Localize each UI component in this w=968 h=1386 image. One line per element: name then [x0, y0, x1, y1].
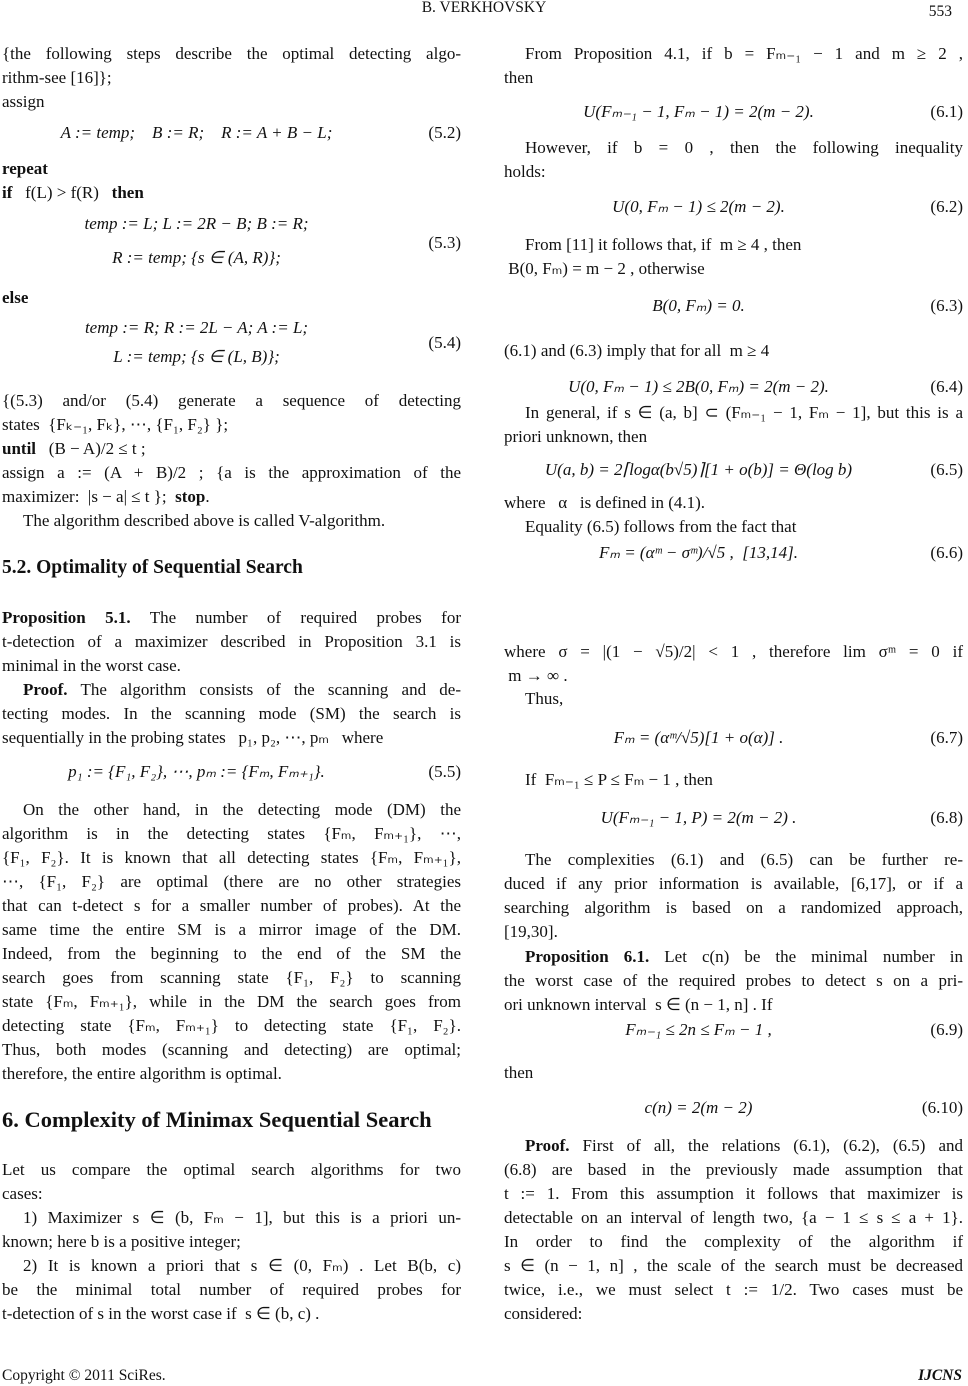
page-number: 553	[928, 3, 952, 20]
text-line: twice, i.e., we must select t := 1/2. Two cases must be	[504, 1280, 963, 1299]
text-line: then	[504, 68, 534, 87]
text-line: algorithm is in the detecting states {Fₘ, Fₘ₊₁}, ⋯,	[2, 824, 461, 843]
text-segment: First of all, the relations (6.1), (6.2), (6.5) and	[569, 1136, 963, 1155]
equation	[504, 458, 963, 482]
text-line: cases:	[2, 1184, 43, 1203]
equation-text: p₁ := {F₁, F₂}, ⋯, pₘ := {Fₘ, Fₘ₊₁}.	[68, 762, 325, 781]
text-line: (6.1) and (6.3) imply that for all m ≥ 4	[504, 341, 770, 360]
text-line: holds:	[504, 162, 546, 181]
equation-number: (6.8)	[930, 808, 963, 827]
equation-number: (6.5)	[930, 460, 963, 479]
text-line	[2, 678, 461, 702]
text-line: {the following steps describe the optimal detecting algo-	[2, 44, 461, 63]
equation-text: c(n) = 2(m − 2)	[644, 1098, 753, 1117]
text-line: where α is defined in (4.1).	[504, 493, 706, 512]
text-line: t-detection of s in the worst case if s ∈ (b, c) .	[2, 1304, 320, 1323]
equation-text: Fₘ₋₁ ≤ 2n ≤ Fₘ − 1 ,	[625, 1020, 772, 1039]
equation	[2, 760, 461, 784]
equation-text: R := temp; {s ∈ (A, R)};	[112, 248, 281, 267]
text-line: From [11] it follows that, if m ≥ 4 , then	[525, 235, 802, 254]
equation	[504, 294, 963, 318]
text-line: detecting state {Fₘ, Fₘ₊₁} to detecting state {F₁, F₂}.	[2, 1016, 461, 1035]
text-line: (6.8) are based in the previously made assumption that	[504, 1160, 963, 1179]
equation-text: temp := L; L := 2R − B; B := R;	[84, 214, 309, 233]
text-line	[2, 157, 461, 181]
text-segment: The number of required probes for	[130, 608, 461, 627]
equation-number: (6.10)	[921, 1098, 963, 1117]
equation-text: A := temp; B := R; R := A + B − L;	[60, 123, 333, 142]
text-line: state {Fₘ, Fₘ₊₁}, while in the DM the search goes from	[2, 992, 461, 1011]
footer-journal: IJCNS	[918, 1367, 962, 1384]
text-line: that can t-detect s for a smaller number of probes). At the	[2, 896, 461, 915]
text-line: s ∈ (n − 1, n] , the scale of the search must be decreased	[504, 1256, 963, 1275]
bold-keyword: until	[2, 439, 37, 458]
text-segment: f(L) > f(R)	[12, 183, 112, 202]
equation-number: (5.4)	[428, 333, 461, 352]
equation-text: B(0, Fₘ) = 0.	[652, 296, 745, 315]
running-header-author: B. VERKHOVSKY	[421, 0, 547, 16]
text-line	[2, 286, 461, 310]
text-line: assign a := (A + B)/2 ; {a is the approximation of the	[2, 463, 461, 482]
text-line: where σ = |(1 − √5)/2| < 1 , therefore lim σᵐ = 0 if	[504, 642, 963, 661]
bold-keyword: else	[2, 288, 29, 307]
text-line: Thus,	[525, 689, 564, 708]
text-line: considered:	[504, 1304, 583, 1323]
text-segment: The algorithm consists of the scanning and de-	[67, 680, 461, 699]
text-line: therefore, the entire algorithm is optimal.	[2, 1064, 282, 1083]
text-line: same time the entire SM is a mirror image of the DM.	[2, 920, 461, 939]
text-line	[2, 181, 461, 205]
text-line: t := 1. From this assumption it follows that maximizer is	[504, 1184, 963, 1203]
equation	[504, 100, 963, 124]
text-segment: (B − A)/2 ≤ t ;	[36, 439, 146, 458]
equation-number: (5.5)	[428, 762, 461, 781]
text-line: ⋯, {F₁, F₂} are optimal (there are no other strategies	[2, 872, 461, 891]
equation-text: L := temp; {s ∈ (L, B)};	[113, 347, 280, 366]
text-line: On the other hand, in the detecting mode (DM) the	[23, 800, 461, 819]
equation-number: (6.6)	[930, 543, 963, 562]
text-line: Equality (6.5) follows from the fact that	[525, 517, 797, 536]
text-line: tecting modes. In the scanning mode (SM) the search is	[2, 704, 461, 723]
text-line: the worst case of the required probes to detect s on a pri-	[504, 971, 963, 990]
text-line: 2) It is known a priori that s ∈ (0, Fₘ) . Let B(b, c)	[23, 1256, 461, 1275]
text-line: The complexities (6.1) and (6.5) can be further re-	[525, 850, 963, 869]
text-segment: Let c(n) be the minimal number in	[649, 947, 963, 966]
bold-keyword: Proposition 6.1.	[525, 947, 650, 966]
text-line: then	[504, 1063, 534, 1082]
text-line: Let us compare the optimal search algorithms for two	[2, 1160, 461, 1179]
equation-text: U(Fₘ₋₁ − 1, Fₘ − 1) = 2(m − 2).	[583, 102, 814, 121]
text-line: [19,30].	[504, 922, 558, 941]
equation-text: temp := R; R := 2L − A; A := L;	[84, 318, 309, 337]
equation	[504, 726, 963, 750]
equation	[504, 195, 963, 219]
text-line: states {Fₖ₋₁, Fₖ}, ⋯, {F₁, F₂} };	[2, 415, 229, 434]
equation	[504, 1018, 963, 1042]
equation-number: (6.3)	[930, 296, 963, 315]
bold-keyword: repeat	[2, 159, 48, 178]
bold-keyword: Proof.	[23, 680, 68, 699]
text-line: Thus, both modes (scanning and detecting) are optimal;	[2, 1040, 461, 1059]
text-line	[2, 485, 461, 509]
equation	[504, 375, 963, 399]
text-line: In general, if s ∈ (a, b] ⊂ (Fₘ₋₁ − 1, Fₘ − 1], but this is a	[525, 403, 963, 422]
text-line: duced if any prior information is available, [6,17], or if a	[504, 874, 963, 893]
equation-text: U(0, Fₘ − 1) ≤ 2B(0, Fₘ) = 2(m − 2).	[568, 377, 829, 396]
text-line: assign	[2, 92, 45, 111]
equation-text: Fₘ = (αᵐ/√5)[1 + o(α)] .	[613, 728, 784, 747]
text-line: 1) Maximizer s ∈ (b, Fₘ − 1], but this is a priori un-	[23, 1208, 461, 1227]
equation	[2, 121, 461, 145]
equation-number: (6.1)	[930, 102, 963, 121]
section-heading: 5.2. Optimality of Sequential Search	[2, 557, 303, 578]
text-line: priori unknown, then	[504, 427, 648, 446]
bold-keyword: if	[2, 183, 13, 202]
equation-number: (6.7)	[930, 728, 963, 747]
equation	[504, 1096, 963, 1120]
equation-text: Fₘ = (αᵐ − σᵐ)/√5 , [13,14].	[598, 543, 798, 562]
text-line	[2, 606, 461, 630]
text-line: minimal in the worst case.	[2, 656, 181, 675]
text-line: detectable on an interval of length two, {a − 1 ≤ s ≤ a + 1}.	[504, 1208, 963, 1227]
text-line: The algorithm described above is called V-algorithm.	[23, 511, 386, 530]
text-line: rithm-see [16]};	[2, 68, 112, 87]
text-line: Indeed, from the beginning to the end of the SM the	[2, 944, 461, 963]
equation-number: (6.2)	[930, 197, 963, 216]
text-line: sequentially in the probing states p₁, p₂, ⋯, pₘ where	[2, 728, 384, 747]
equation-number: (6.9)	[930, 1020, 963, 1039]
text-line: t-detection of a maximizer described in Proposition 3.1 is	[2, 632, 461, 651]
text-line: In order to find the complexity of the algorithm if	[504, 1232, 963, 1251]
text-segment: maximizer: |s − a| ≤ t };	[2, 487, 176, 506]
equation-text: U(a, b) = 2⌈logα(b√5)⌉[1 + o(b)] = Θ(log b)	[544, 460, 853, 479]
equation	[504, 806, 963, 830]
equation-number: (5.3)	[428, 233, 461, 252]
equation-number: (6.4)	[930, 377, 963, 396]
text-line: If Fₘ₋₁ ≤ P ≤ Fₘ − 1 , then	[525, 770, 713, 789]
text-line: search goes from scanning state {F₁, F₂} to scanning	[2, 968, 461, 987]
text-line: be the minimal total number of required probes for	[2, 1280, 461, 1299]
bold-keyword: Proposition 5.1.	[2, 608, 131, 627]
bold-keyword: stop	[175, 487, 206, 506]
text-line: B(0, Fₘ) = m − 2 , otherwise	[504, 259, 705, 278]
text-line: ori unknown interval s ∈ (n − 1, n] . If	[504, 995, 773, 1014]
equation-label	[2, 231, 461, 255]
bold-keyword: Proof.	[525, 1136, 570, 1155]
equation-text: U(Fₘ₋₁ − 1, P) = 2(m − 2) .	[600, 808, 797, 827]
equation-number: (5.2)	[428, 123, 461, 142]
equation-label	[2, 331, 461, 355]
text-line	[504, 945, 963, 969]
text-segment: .	[205, 487, 210, 506]
text-line	[2, 437, 461, 461]
text-line: searching algorithm is based on a randomized approach,	[504, 898, 963, 917]
text-line: From Proposition 4.1, if b = Fₘ₋₁ − 1 and m ≥ 2 ,	[525, 44, 963, 63]
bold-keyword: then	[111, 183, 144, 202]
equation	[504, 541, 963, 565]
text-line: m → ∞ .	[504, 666, 568, 685]
text-line: known; here b is a positive integer;	[2, 1232, 241, 1251]
section-heading: 6. Complexity of Minimax Sequential Search	[2, 1107, 432, 1132]
text-line: However, if b = 0 , then the following inequality	[525, 138, 963, 157]
text-line: {F₁, F₂}. It is known that all detecting states {Fₘ, Fₘ₊₁},	[2, 848, 461, 867]
text-line	[504, 1134, 963, 1158]
footer-copyright: Copyright © 2011 SciRes.	[2, 1367, 166, 1384]
text-line: {(5.3) and/or (5.4) generate a sequence of detecting	[2, 391, 461, 410]
equation-text: U(0, Fₘ − 1) ≤ 2(m − 2).	[612, 197, 785, 216]
